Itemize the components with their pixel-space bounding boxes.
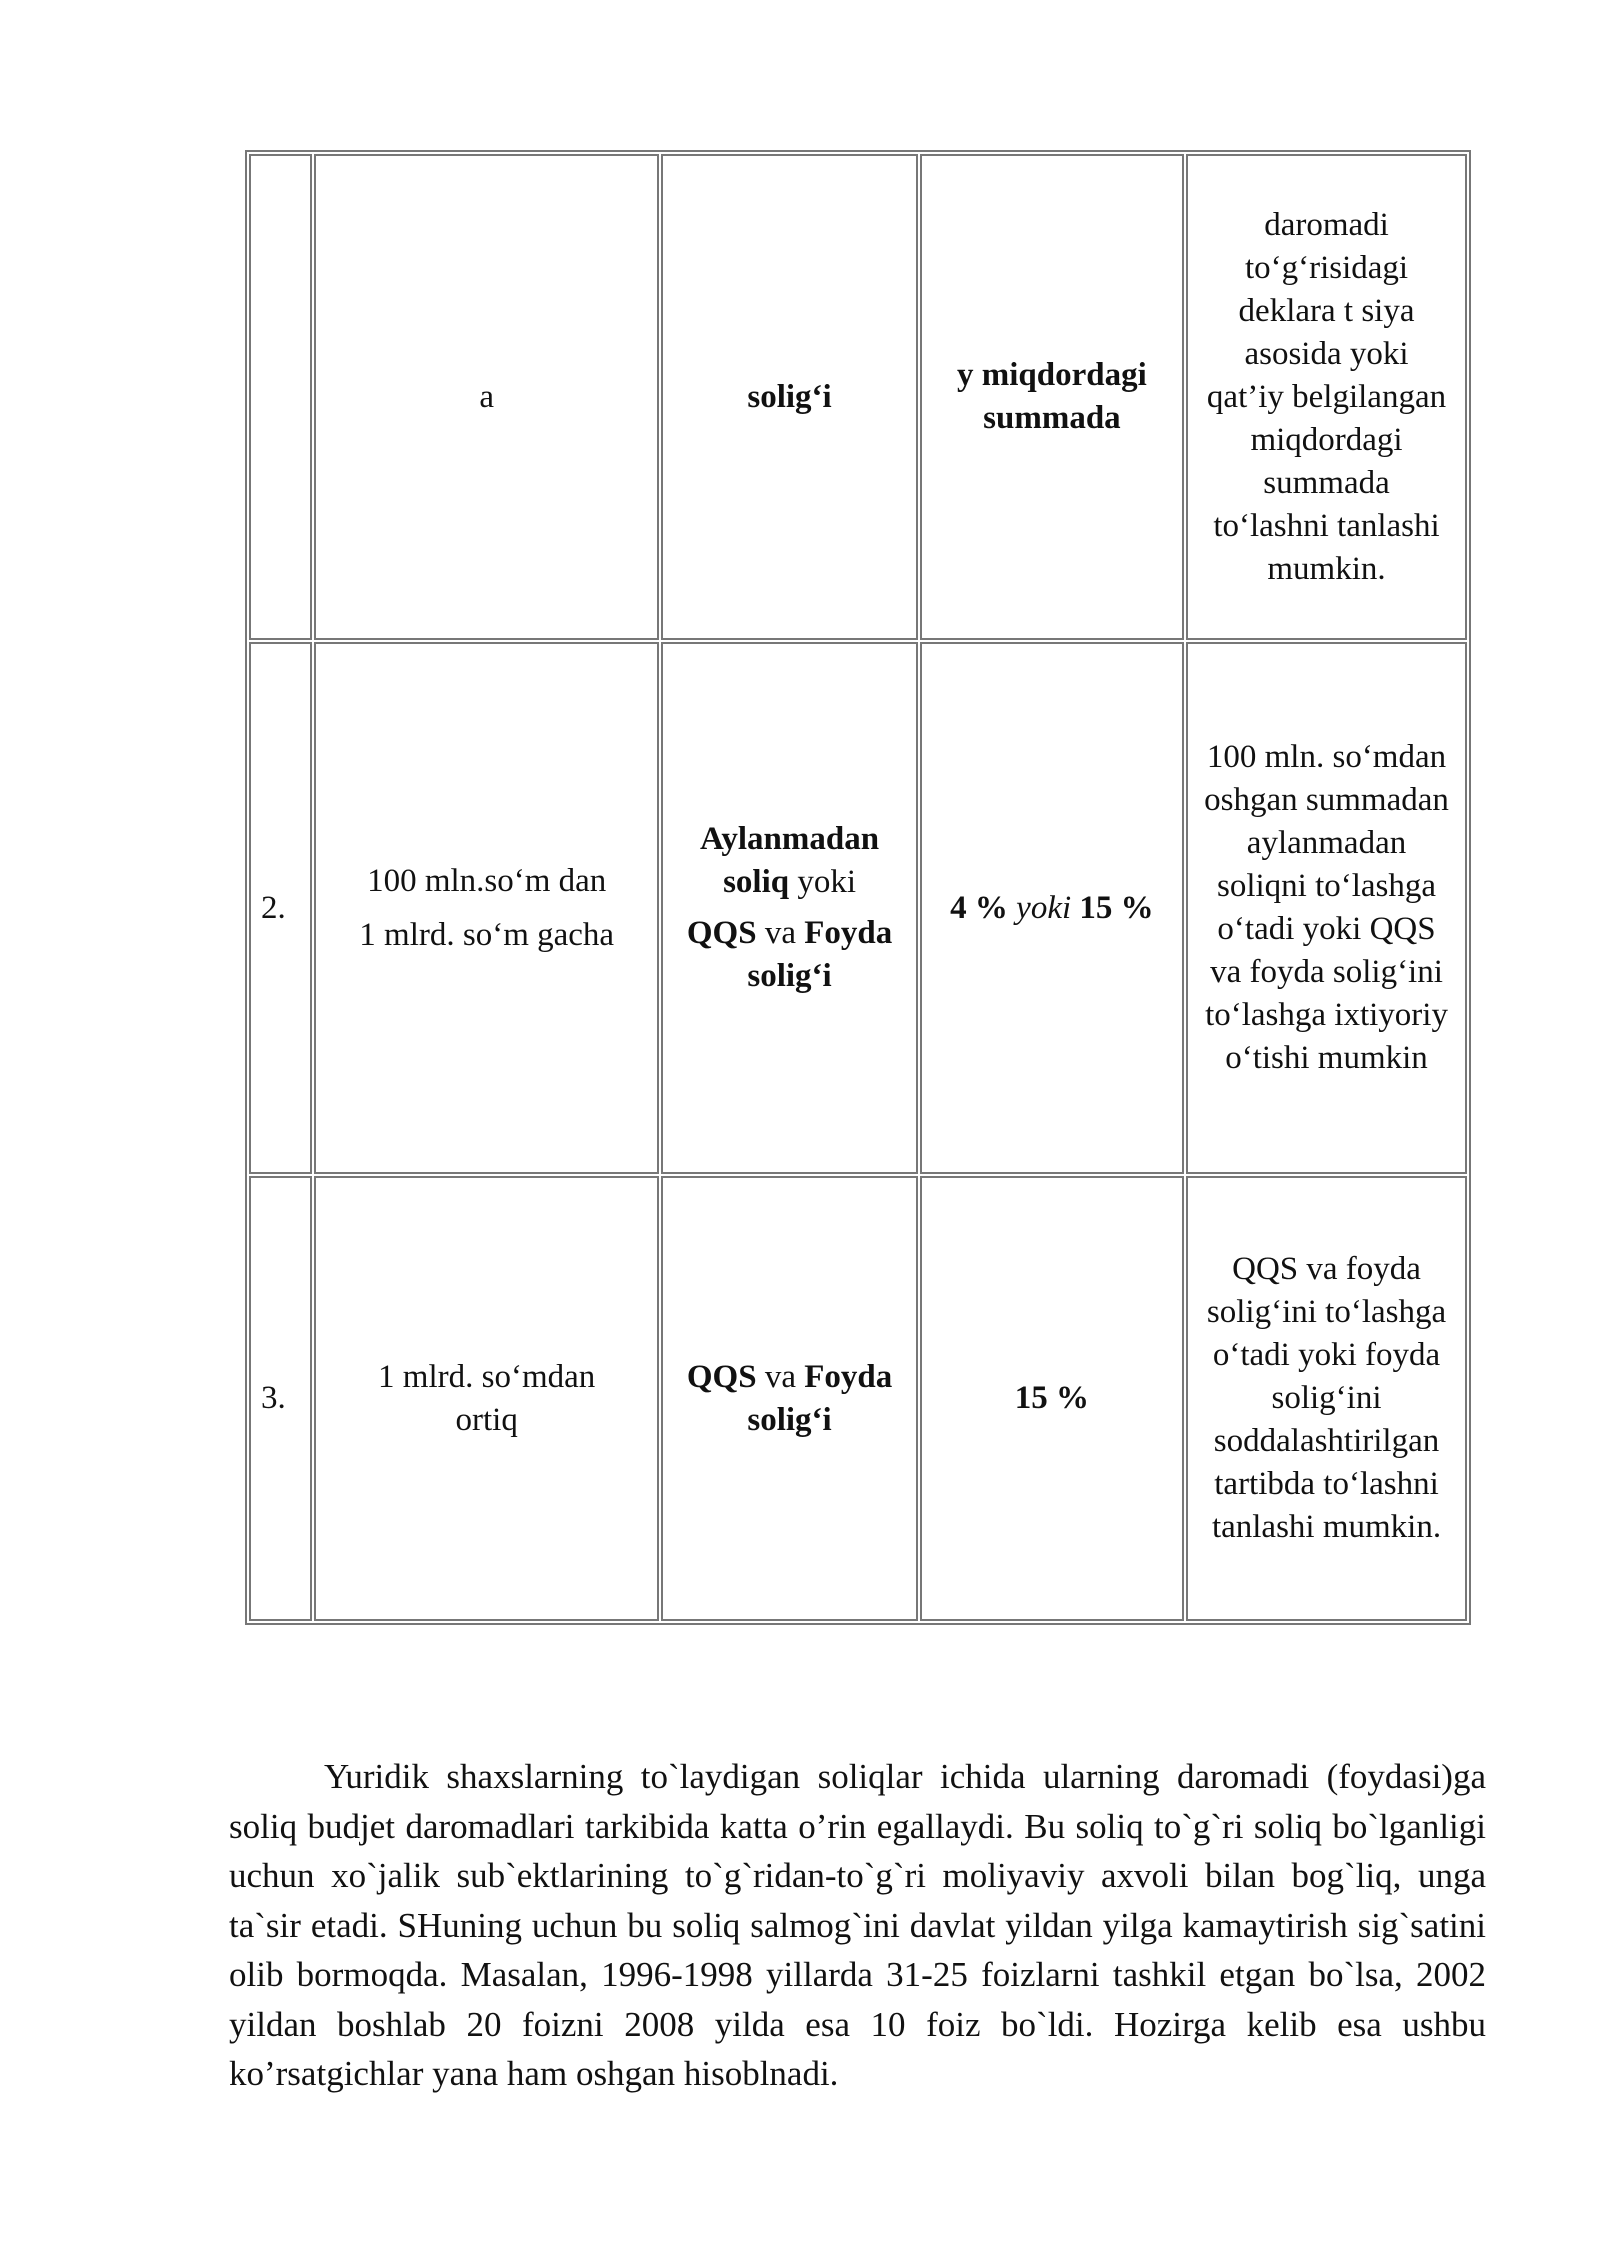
tax-rate-cell: y miqdordagi summada [920, 154, 1184, 640]
tax-name: Aylanmadan soliq [700, 821, 880, 900]
range-line: 1 mlrd. so‘m gacha [359, 917, 615, 953]
range-line: 100 mln.so‘m dan [367, 863, 607, 899]
row-number-cell [249, 154, 312, 640]
rate-value: 15 % [1079, 889, 1154, 926]
body-paragraph: Yuridik shaxslarning to`laydigan soliqlar ichida ularning daromadi (foydasi)ga soliq budjet daromadlari tarkibida katta o’rin egallaydi. Bu soliq to`g`ri soliq bo`lganligi uchun xo`jalik sub`ektlarining to`g`ridan-to`g`ri moliyaviy axvoli bilan bog`liq, unga ta`sir etadi. SHuning uchun bu soliq salmog`ini davlat yildan yilga kamaytirish sig`satini olib bormoqda. Masalan, 1996-1998 yillarda 31-25 foizlarni tashkil etgan bo`lsa, 2002 yildan boshlab 20 foizni 2008 yilda esa 10 foiz bo`ldi. Hozirga kelib esa ushbu ko’rsatgichlar yana ham oshgan hisoblnadi. [229, 1757, 1486, 2093]
tax-name: QQS [686, 1358, 757, 1395]
note-cell [1186, 1176, 1467, 1621]
note-text: 100 mln. so‘mdan oshgan summadan aylanmadan soliqni to‘lashga o‘tadi yoki QQS va foyda solig‘ini to‘lashga ixtiyoriy o‘tishi mumkin [1204, 739, 1449, 1076]
tax-type-cell [661, 1176, 917, 1621]
table-row [249, 642, 1467, 1174]
rate-value: 4 % [950, 889, 1008, 926]
note-text: QQS va foyda solig‘ini to‘lashga o‘tadi yoki foyda solig‘ini soddalashtirilgan tartibda to‘lashni tanlashi mumkin. [1206, 1251, 1447, 1545]
note-cell [1186, 642, 1467, 1174]
tax-type-cell [661, 642, 917, 1174]
revenue-range-cell [314, 1176, 659, 1621]
tax-regime-table [245, 150, 1471, 1625]
row-number-cell: 2. [249, 642, 312, 1174]
table-row [249, 154, 1467, 640]
tax-name: QQS [686, 915, 757, 951]
revenue-range-cell: a [314, 154, 659, 640]
tax-name: Foyda solig‘i [747, 1358, 893, 1438]
revenue-range-cell [314, 642, 659, 1174]
tax-rate-cell [920, 642, 1184, 1174]
rate-connector: yoki [1007, 889, 1080, 926]
range-text: 1 mlrd. so‘mdan ortiq [378, 1358, 596, 1438]
tax-connector: va [756, 915, 805, 951]
note-text: daromadi to‘g‘risidagi deklara t siya asosida yoki qat’iy belgilangan miqdordagi summada to‘lashni tanlashi mumkin. [1206, 206, 1447, 587]
tax-connector: yoki [789, 864, 857, 900]
tax-second-line [667, 912, 911, 998]
tax-rate-cell: 15 % [920, 1176, 1184, 1621]
table-row [249, 1176, 1467, 1621]
note-cell [1186, 154, 1467, 640]
tax-name: Foyda solig‘i [747, 915, 893, 994]
tax-connector: va [756, 1358, 805, 1395]
tax-type-cell: solig‘i [661, 154, 917, 640]
row-number-cell: 3. [249, 1176, 312, 1621]
